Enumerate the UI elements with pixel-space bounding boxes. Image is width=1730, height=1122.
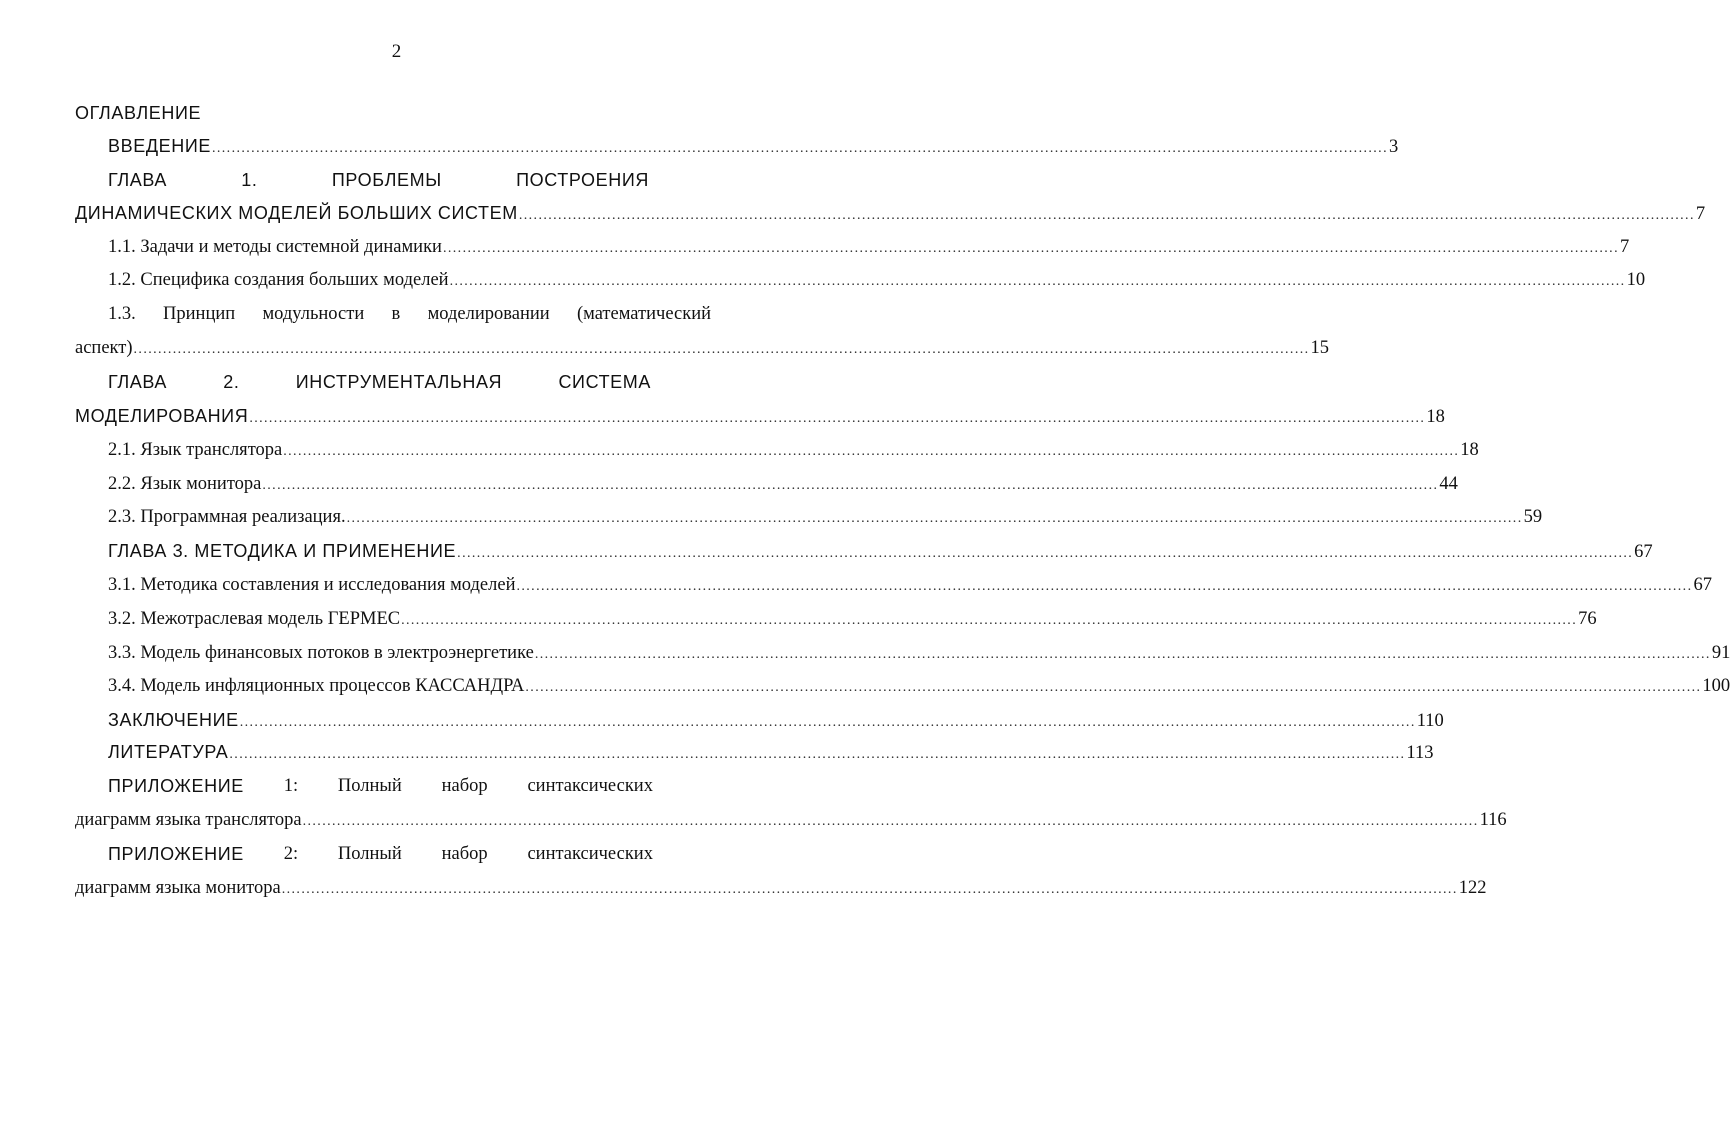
toc-entry-s3-2: [108, 607, 1597, 633]
toc-entry-page: 44: [1439, 474, 1458, 494]
leader-dots: ................................................................................................................................................................................................................................................: [401, 613, 1578, 628]
toc-entry-title: 1.1. Задачи и методы системной динамики: [108, 237, 442, 257]
toc-entry-page: 10: [1626, 270, 1646, 290]
leader-dots: ................................................................................................................................................................................................................................................: [133, 342, 1310, 357]
toc-entry-title: 2.2. Язык монитора: [108, 474, 262, 494]
word: ГЛАВА: [108, 372, 167, 392]
word: 2.: [223, 372, 240, 392]
toc-entry-title: 2.1. Язык транслятора: [108, 440, 283, 460]
toc-entry-app2-line1: [108, 842, 653, 866]
toc-entry-title: ГЛАВА 3. МЕТОДИКА И ПРИМЕНЕНИЕ: [108, 541, 457, 561]
leader-dots: ................................................................................................................................................................................................................................................: [518, 208, 1695, 223]
toc-entry-ch3: [108, 539, 1653, 566]
toc-entry-page: 110: [1416, 711, 1444, 731]
word: 1.: [241, 170, 258, 190]
toc-entry-page: 15: [1310, 338, 1330, 358]
toc-entry-page: 67: [1693, 575, 1712, 595]
toc-entry-page: 113: [1406, 743, 1434, 763]
leader-dots: ................................................................................................................................................................................................................................................: [239, 715, 1416, 730]
toc-entry-app1-line2: [75, 808, 1507, 834]
word: ПРИЛОЖЕНИЕ: [108, 844, 244, 864]
toc-entry-s1-2: [108, 268, 1646, 294]
toc-entry-ch2-line2: [75, 404, 1445, 431]
toc-entry-s2-3: [108, 505, 1543, 531]
toc-entry-title: 3.3. Модель финансовых потоков в электроэнергетике: [108, 643, 534, 663]
toc-entry-title: диаграмм языка монитора: [75, 878, 281, 898]
toc-entry-s1-1: [108, 235, 1630, 261]
leader-dots: ................................................................................................................................................................................................................................................: [534, 647, 1711, 662]
toc-entry-title: диаграмм языка транслятора: [75, 810, 302, 830]
word: ИНСТРУМЕНТАЛЬНАЯ: [295, 372, 503, 392]
toc-entry-title: 3.2. Межотраслевая модель ГЕРМЕС: [108, 609, 401, 629]
toc-entry-page: 7: [1619, 237, 1630, 257]
toc-entry-title: 1.2. Специфика создания больших моделей: [108, 270, 449, 290]
word: синтаксических: [527, 844, 653, 864]
toc-entry-page: 59: [1523, 507, 1543, 527]
toc-entry-s3-3: [108, 641, 1730, 667]
toc-entry-s2-2: [108, 472, 1458, 498]
toc-entry-ch1-line2: [75, 201, 1706, 228]
toc-entry-title: 3.1. Методика составления и исследования моделей: [108, 575, 516, 595]
word: 2:: [283, 844, 299, 864]
toc-entry-s3-1: [108, 573, 1712, 599]
word: Полный: [337, 844, 402, 864]
toc-entry-page: 91: [1711, 643, 1730, 663]
word: ПРОБЛЕМЫ: [331, 170, 442, 190]
word: (математический: [576, 304, 711, 324]
leader-dots: ................................................................................................................................................................................................................................................: [302, 814, 1479, 829]
word: ПРИЛОЖЕНИЕ: [108, 776, 244, 796]
toc-entry-title: МОДЕЛИРОВАНИЯ: [75, 406, 249, 426]
toc-entry-page: 18: [1426, 407, 1445, 427]
word: Полный: [337, 776, 402, 796]
word: моделировании: [427, 304, 550, 324]
toc-entry-page: 76: [1578, 609, 1597, 629]
leader-dots: ................................................................................................................................................................................................................................................: [211, 141, 1388, 156]
leader-dots: ................................................................................................................................................................................................................................................: [262, 478, 1439, 493]
word: 1:: [283, 776, 299, 796]
toc-heading: ОГЛАВЛЕНИЕ: [75, 103, 202, 123]
toc-entry-s2-1: [108, 438, 1479, 464]
toc-entry-page: 7: [1695, 204, 1706, 224]
toc-entry-title: ВВЕДЕНИЕ: [108, 136, 211, 156]
toc-entry-ch2-line1: [108, 370, 651, 394]
toc-entry-app2-line2: [75, 876, 1487, 902]
toc-entry-app1-line1: [108, 774, 653, 798]
page-number: 2: [391, 41, 402, 62]
toc-entry-title: ЛИТЕРАТУРА: [108, 742, 229, 762]
toc-entry-page: 67: [1634, 542, 1653, 562]
toc-entry-s1-3-line1: [108, 302, 711, 326]
leader-dots: ................................................................................................................................................................................................................................................: [449, 274, 1626, 289]
word: синтаксических: [527, 776, 653, 796]
toc-entry-intro: [108, 134, 1399, 161]
leader-dots: ................................................................................................................................................................................................................................................: [283, 444, 1460, 459]
toc-entry-title: 2.3. Программная реализация.: [108, 507, 346, 527]
toc-entry-page: 122: [1458, 878, 1487, 898]
word: ПОСТРОЕНИЯ: [516, 170, 649, 190]
toc-entry-page: 18: [1460, 440, 1479, 460]
toc-entry-page: 3: [1388, 137, 1399, 157]
toc-entry-page: 100: [1702, 676, 1730, 696]
leader-dots: ................................................................................................................................................................................................................................................: [457, 546, 1634, 561]
word: ГЛАВА: [108, 170, 167, 190]
toc-entry-s1-3-line2: [75, 336, 1330, 362]
leader-dots: ................................................................................................................................................................................................................................................: [525, 680, 1702, 695]
toc-entry-title: 3.4. Модель инфляционных процессов КАССАНДРА: [108, 676, 525, 696]
toc-entry-title: ДИНАМИЧЕСКИХ МОДЕЛЕЙ БОЛЬШИХ СИСТЕМ: [75, 203, 518, 223]
leader-dots: ................................................................................................................................................................................................................................................: [229, 747, 1406, 762]
word: модульности: [262, 304, 365, 324]
leader-dots: ................................................................................................................................................................................................................................................: [516, 579, 1693, 594]
word: набор: [441, 776, 488, 796]
toc-entry-ch1-line1: [108, 168, 649, 192]
leader-dots: ................................................................................................................................................................................................................................................: [442, 241, 1619, 256]
leader-dots: ................................................................................................................................................................................................................................................: [346, 511, 1523, 526]
toc-entry-page: 116: [1479, 810, 1507, 830]
word: набор: [441, 844, 488, 864]
leader-dots: ................................................................................................................................................................................................................................................: [281, 882, 1458, 897]
toc-entry-literature: [108, 740, 1434, 767]
toc-entry-s3-4: [108, 674, 1730, 700]
word: в: [391, 304, 401, 324]
leader-dots: ................................................................................................................................................................................................................................................: [249, 411, 1426, 426]
toc-entry-title: аспект): [75, 338, 133, 358]
toc-entry-conclusion: [108, 708, 1444, 735]
word: СИСТЕМА: [558, 372, 651, 392]
toc-entry-title: ЗАКЛЮЧЕНИЕ: [108, 710, 239, 730]
word: Принцип: [163, 304, 236, 324]
word: 1.3.: [108, 304, 136, 324]
